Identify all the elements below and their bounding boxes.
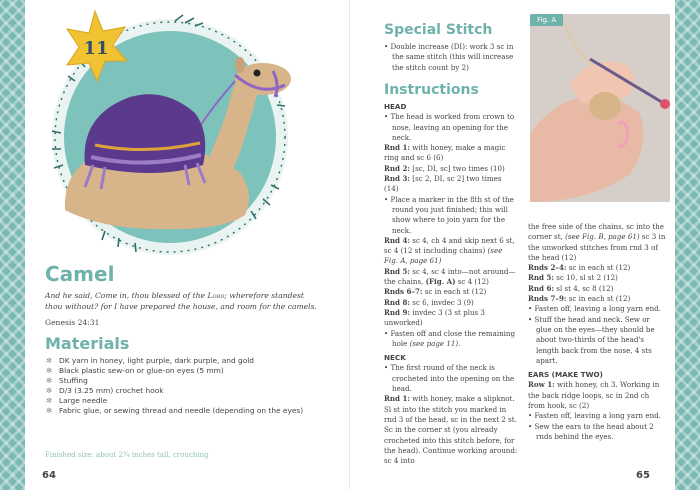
instructions-column-1 <box>384 100 518 466</box>
camel-ear <box>235 57 245 73</box>
round-label: Rnd 2: <box>384 163 411 173</box>
scripture-verse <box>45 290 320 312</box>
instruction-text: Stuff the head and neck. Sew or glue on the eyes—they should be about two-thirds of the head's length back from the nose, 4 sts apart. <box>534 314 655 365</box>
instruction-bullet: • The head is worked from crown to nose, leaving an opening for the neck. <box>384 112 515 142</box>
round-label: Rnds 7–9: <box>528 294 567 304</box>
figure-reference: (see Fig. A, page 61) <box>384 246 503 266</box>
ears-row-1 <box>528 380 666 411</box>
crochet-hand-photo <box>530 14 670 202</box>
round-text: with honey, ch 3. Working in the back ridge loops, sc in 2nd ch from hook, sc (2) <box>528 380 660 411</box>
round-text: [sc 2, DI, sc 2] two times (14) <box>384 174 502 194</box>
special-stitch-item: • Double increase (DI): work 3 sc in the same stitch (this will increase the stitch count by 2) <box>384 42 514 72</box>
round-label: Rnd 1: <box>384 394 411 404</box>
neck-round-7-9 <box>528 294 666 304</box>
neck-round-2-4 <box>528 263 666 273</box>
round-4 <box>384 236 518 267</box>
camel-eye <box>254 70 261 77</box>
round-label: Row 1: <box>528 380 555 390</box>
round-text: sc 4 (12) <box>455 277 489 287</box>
instruction-bullet: • Stuff the head and neck. Sew or glue on the eyes—they should be about two-thirds of the head's length back from the nose, 4 sts apart. <box>528 314 655 365</box>
round-text: sc 10, sl st 2 (12) <box>554 273 618 283</box>
neck-round-1-continued <box>528 222 666 263</box>
round-text: invdec 3 (3 st plus 3 unworked) <box>384 307 485 328</box>
instruction-text: Place a marker in the 8th st of the round you just finished; this will show where to join yarn for the neck. <box>390 194 514 235</box>
instruction-text: Fasten off, leaving a long yarn end. <box>534 411 661 421</box>
round-text: sc 4, ch 4 and skip next 6 st, sc 4 (12 st including chains) <box>384 235 515 256</box>
material-text: Black plastic sew-on or glue-on eyes (5 mm) <box>59 366 224 375</box>
head-heading: HEAD <box>384 102 407 111</box>
material-item <box>45 356 320 366</box>
round-label: Rnd 4: <box>384 235 411 245</box>
instruction-bullet: • Fasten off, leaving a long yarn end. <box>528 304 661 314</box>
figure-reference: (Fig. A) <box>425 277 456 287</box>
special-stitch-desc: Double increase (DI): work 3 sc in the same stitch (this will increase the stitch count by 2) <box>390 42 514 72</box>
instruction-text: The head is worked from crown to nose, leaving an opening for the neck. <box>390 112 515 142</box>
instruction-bullet: • Place a marker in the 8th st of the round you just finished; this will show where to join yarn for the neck. <box>384 194 514 235</box>
snowflake-bullet-icon: ✻ <box>46 396 53 405</box>
round-label: Rnd 5: <box>528 273 555 283</box>
instruction-text: Fasten off and close the remaining hole <box>390 328 516 348</box>
neck-heading: NECK <box>384 353 406 363</box>
instruction-text: . <box>458 338 461 348</box>
material-text: DK yarn in honey, light purple, dark purple, and gold <box>59 356 254 365</box>
snowflake-bullet-icon: ✻ <box>46 386 53 395</box>
verse-text: And he said, Come in, thou blessed of the <box>45 291 208 300</box>
page-number-left: 64 <box>42 470 56 481</box>
round-text: sc in each st (12) <box>566 294 631 304</box>
pattern-title: Camel <box>45 262 115 286</box>
material-item <box>45 386 320 396</box>
round-8 <box>384 298 518 308</box>
material-text: Stuffing <box>59 376 88 385</box>
round-text: with honey, make a slipknot. Sl st into the stitch you marked in rnd 3 of the head, sc in the next 2 st. Sc in the corner st (you already crocheted into this stitch before, for the head). Continue working around: sc 4 into <box>384 394 518 466</box>
round-3 <box>384 174 518 195</box>
neck-round-5 <box>528 273 666 283</box>
verse-text-end: ; wherefore standest thou without? for I have prepared the house, and room for the camels. <box>45 291 317 311</box>
round-label: Rnd 9: <box>384 307 411 317</box>
round-2 <box>384 164 518 174</box>
instruction-bullet: • Sew the ears to the head about 2 rnds behind the eyes. <box>528 421 654 441</box>
materials-list <box>45 356 320 416</box>
round-text: sc 4, sc 4 into—not around—the chains, <box>384 266 516 287</box>
page-number-right: 65 <box>636 470 650 481</box>
right-page-border <box>675 0 700 490</box>
figure-a-photo <box>530 14 670 202</box>
page-reference: (see page 11) <box>409 338 459 348</box>
special-stitch-text <box>384 42 518 73</box>
special-stitch-heading: Special Stitch <box>384 22 493 38</box>
instruction-text: The first round of the neck is crocheted into the opening on the head. <box>390 363 515 394</box>
round-text: sc 3 in the unworked stitches from rnd 3 of the head (12) <box>528 232 666 262</box>
round-label: Rnd 3: <box>384 174 411 184</box>
round-label: Rnd 6: <box>528 283 555 293</box>
ears-heading: EARS (MAKE TWO) <box>528 370 603 380</box>
material-text: D/3 (3.25 mm) crochet hook <box>59 386 164 395</box>
snowflake-bullet-icon: ✻ <box>46 406 53 415</box>
round-5 <box>384 267 518 288</box>
material-item <box>45 406 320 416</box>
instruction-bullet: • The first round of the neck is crocheted into the opening on the head. <box>384 363 515 394</box>
round-9 <box>384 308 518 329</box>
material-text: Large needle <box>59 396 108 405</box>
round-text: [sc, DI, sc] two times (10) <box>410 163 505 173</box>
neck-round-6 <box>528 284 666 294</box>
instructions-heading: Instructions <box>384 82 479 98</box>
round-label: Rnds 2–4: <box>528 263 567 273</box>
material-text: Fabric glue, or sewing thread and needle (depending on the eyes) <box>59 406 304 415</box>
round-text: with honey, make a magic ring and sc 6 (6) <box>384 143 506 163</box>
scripture-reference: Genesis 24:31 <box>45 318 100 327</box>
snowflake-bullet-icon: ✻ <box>46 356 53 365</box>
round-text: sc 6, invdec 3 (9) <box>410 297 474 307</box>
round-text: the free side of the chains, sc into the corner st, <box>528 222 664 242</box>
instruction-bullet: • Fasten off, leaving a long yarn end. <box>528 411 661 421</box>
instruction-text: Sew the ears to the head about 2 rnds behind the eyes. <box>534 421 654 441</box>
instruction-text: Fasten off, leaving a long yarn end. <box>534 304 661 314</box>
verse-lord: Lord <box>207 291 225 300</box>
round-1 <box>384 143 518 164</box>
snowflake-bullet-icon: ✻ <box>46 366 53 375</box>
figure-label: Fig. A <box>530 14 563 26</box>
round-label: Rnds 6–7: <box>384 287 423 297</box>
instruction-bullet: • Fasten off and close the remaining hole (see page 11). <box>384 328 516 348</box>
material-item <box>45 376 320 386</box>
round-6-7 <box>384 287 518 297</box>
materials-heading: Materials <box>45 334 130 353</box>
round-text: sl st 4, sc 8 (12) <box>554 283 614 293</box>
round-text: sc in each st (12) <box>422 287 487 297</box>
left-page-border <box>0 0 25 490</box>
material-item <box>45 366 320 376</box>
round-label: Rnd 1: <box>384 143 411 153</box>
snowflake-bullet-icon: ✻ <box>46 376 53 385</box>
round-text: sc in each st (12) <box>566 263 631 273</box>
material-item <box>45 396 320 406</box>
camel-illustration <box>35 5 315 260</box>
round-label: Rnd 8: <box>384 297 411 307</box>
instructions-column-2 <box>528 222 666 442</box>
neck-round-1 <box>384 394 518 466</box>
figure-reference: (see Fig. B, page 61) <box>565 232 640 242</box>
round-label: Rnd 5: <box>384 266 411 276</box>
finished-size: Finished size: about 2¾ inches tall, crouching <box>45 451 209 459</box>
number-badge: 11 <box>83 38 109 59</box>
